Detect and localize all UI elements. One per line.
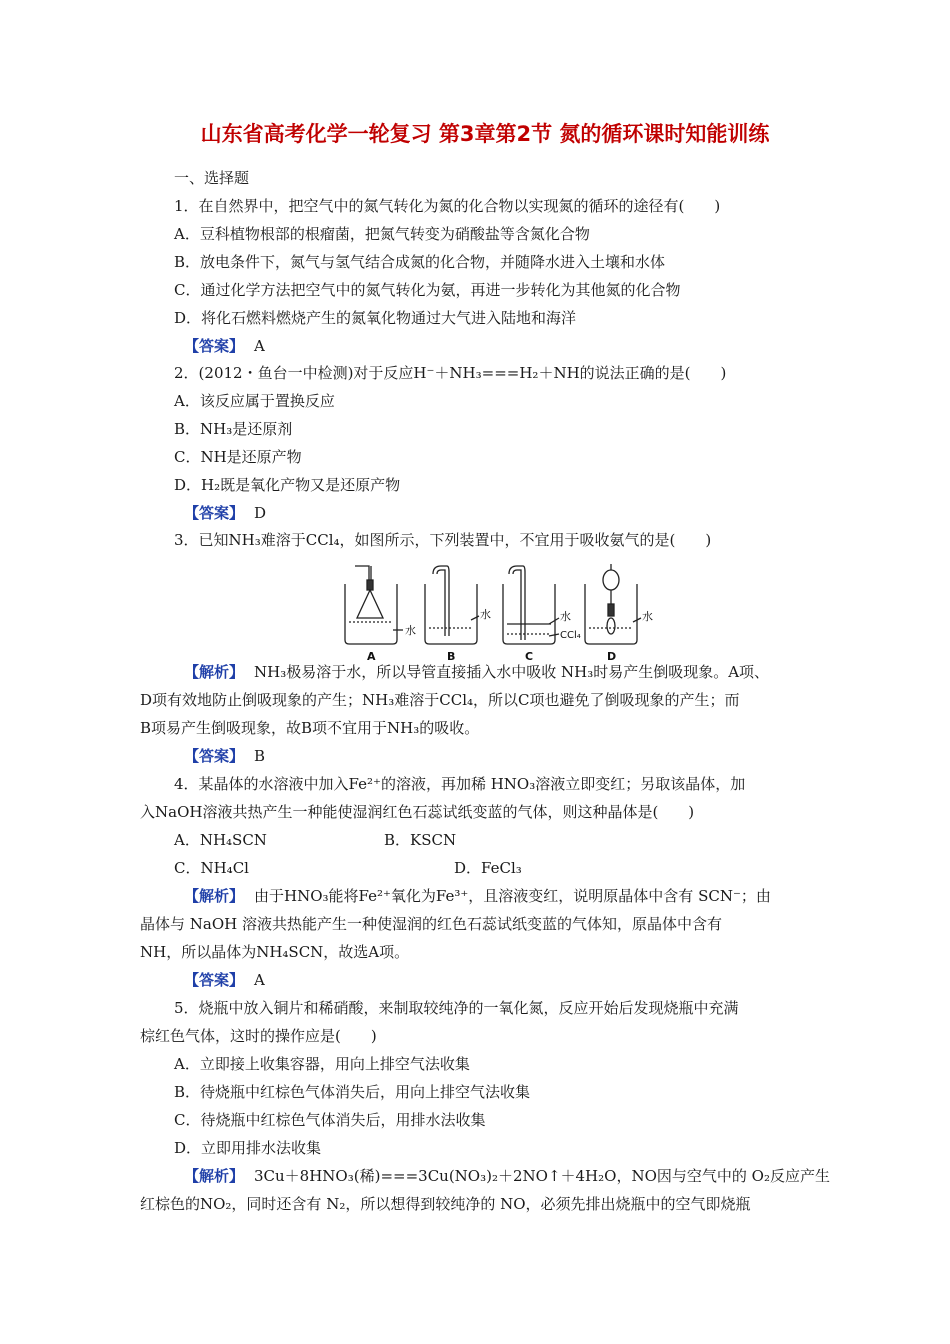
analysis-text: 3Cu＋8HNO₃(稀)===3Cu(NO₃)₂＋2NO↑＋4H₂O，NO因与空气中的 O₂反应产生 [254, 1167, 830, 1185]
q1-option-a: A．豆科植物根部的根瘤菌，把氮气转变为硝酸盐等含氮化合物 [174, 225, 590, 243]
q1-option-d: D．将化石燃料燃烧产生的氮氧化物通过大气进入陆地和海洋 [174, 309, 577, 327]
q3-analysis-line-1 [184, 662, 769, 682]
q3-analysis-line-3: B项易产生倒吸现象，故B项不宜用于NH₃的吸收。 [140, 719, 480, 737]
q3-stem: 3．已知NH₃难溶于CCl₄，如图所示，下列装置中，不宜用于吸收氨气的是( ) [174, 531, 712, 549]
analysis-tag: 【解析】 [184, 887, 245, 905]
section-heading: 一、选择题 [174, 169, 250, 187]
q5-option-b: B．待烧瓶中红棕色气体消失后，用向上排空气法收集 [174, 1083, 531, 1101]
label-water-c: 水 [560, 610, 571, 623]
analysis-text: NH₃极易溶于水，所以导管直接插入水中吸收 NH₃时易产生倒吸现象。A项、 [254, 663, 770, 681]
answer-tag: 【答案】 [184, 337, 245, 355]
label-d: D [607, 650, 617, 663]
q5-analysis-line-2: 红棕色的NO₂，同时还含有 N₂，所以想得到较纯净的 NO，必须先排出烧瓶中的空气即烧瓶 [140, 1195, 751, 1213]
q2-option-d: D．H₂既是氧化产物又是还原产物 [174, 476, 401, 494]
page-title: 山东省高考化学一轮复习 第3章第2节 氮的循环课时知能训练 [200, 122, 770, 146]
q4-stem-line-2: 入NaOH溶液共热产生一种能使湿润红色石蕊试纸变蓝的气体，则这种晶体是( ) [140, 803, 695, 821]
q4-option-c: C．NH₄Cl [174, 859, 249, 877]
q1-answer [184, 336, 265, 356]
q4-answer [184, 970, 265, 990]
q3-answer [184, 746, 265, 766]
q1-stem: 1．在自然界中，把空气中的氮气转化为氮的化合物以实现氮的循环的途径有( ) [174, 197, 721, 215]
answer-value: A [254, 971, 265, 989]
q1-option-b: B．放电条件下，氮气与氢气结合成氮的化合物，并随降水进入土壤和水体 [174, 253, 666, 271]
q4-option-a: A．NH₄SCN [174, 831, 267, 849]
q5-analysis-line-1 [184, 1166, 830, 1186]
label-b: B [447, 650, 456, 663]
label-water-a: 水 [405, 624, 416, 637]
q2-option-b: B．NH₃是还原剂 [174, 420, 293, 438]
analysis-tag: 【解析】 [184, 1167, 245, 1185]
q5-option-a: A．立即接上收集容器，用向上排空气法收集 [174, 1055, 470, 1073]
analysis-text: 由于HNO₃能将Fe²⁺氧化为Fe³⁺，且溶液变红，说明原晶体中含有 SCN⁻；由 [254, 887, 771, 905]
label-water-b: 水 [480, 608, 491, 621]
label-c: C [525, 650, 534, 663]
answer-tag: 【答案】 [184, 971, 245, 989]
q4-analysis-line-3: NH，所以晶体为NH₄SCN，故选A项。 [140, 943, 410, 961]
answer-tag: 【答案】 [184, 747, 245, 765]
q2-option-c: C．NH是还原产物 [174, 448, 302, 466]
label-water-d: 水 [642, 610, 653, 623]
answer-value: A [254, 337, 265, 355]
label-a: A [367, 650, 376, 663]
q4-analysis-line-1 [184, 886, 771, 906]
q2-stem: 2．(2012・鱼台一中检测)对于反应H⁻＋NH₃===H₂＋NH的说法正确的是( ) [174, 364, 727, 382]
answer-value: D [254, 504, 267, 522]
q3-analysis-line-2: D项有效地防止倒吸现象的产生；NH₃难溶于CCl₄，所以C项也避免了倒吸现象的产生；而 [140, 691, 740, 709]
answer-tag: 【答案】 [184, 504, 245, 522]
q4-stem-line-1: 4．某晶体的水溶液中加入Fe²⁺的溶液，再加稀 HNO₃溶液立即变红；另取该晶体，加 [174, 775, 746, 793]
q4-option-d: D．FeCl₃ [454, 859, 522, 877]
q3-apparatus-figure [337, 562, 657, 666]
q4-analysis-line-2: 晶体与 NaOH 溶液共热能产生一种使湿润的红色石蕊试纸变蓝的气体知，原晶体中含有 [140, 915, 722, 933]
analysis-tag: 【解析】 [184, 663, 245, 681]
answer-value: B [254, 747, 266, 765]
q4-option-b: B．KSCN [384, 831, 457, 849]
q5-option-d: D．立即用排水法收集 [174, 1139, 322, 1157]
q2-answer [184, 503, 266, 523]
q5-stem-line-2: 棕红色气体，这时的操作应是( ) [140, 1027, 377, 1045]
label-ccl4: CCl₄ [560, 630, 581, 641]
q1-option-c: C．通过化学方法把空气中的氮气转化为氨，再进一步转化为其他氮的化合物 [174, 281, 681, 299]
q5-stem-line-1: 5．烧瓶中放入铜片和稀硝酸，来制取较纯净的一氧化氮，反应开始后发现烧瓶中充满 [174, 999, 739, 1017]
q2-option-a: A．该反应属于置换反应 [174, 392, 335, 410]
q5-option-c: C．待烧瓶中红棕色气体消失后，用排水法收集 [174, 1111, 486, 1129]
